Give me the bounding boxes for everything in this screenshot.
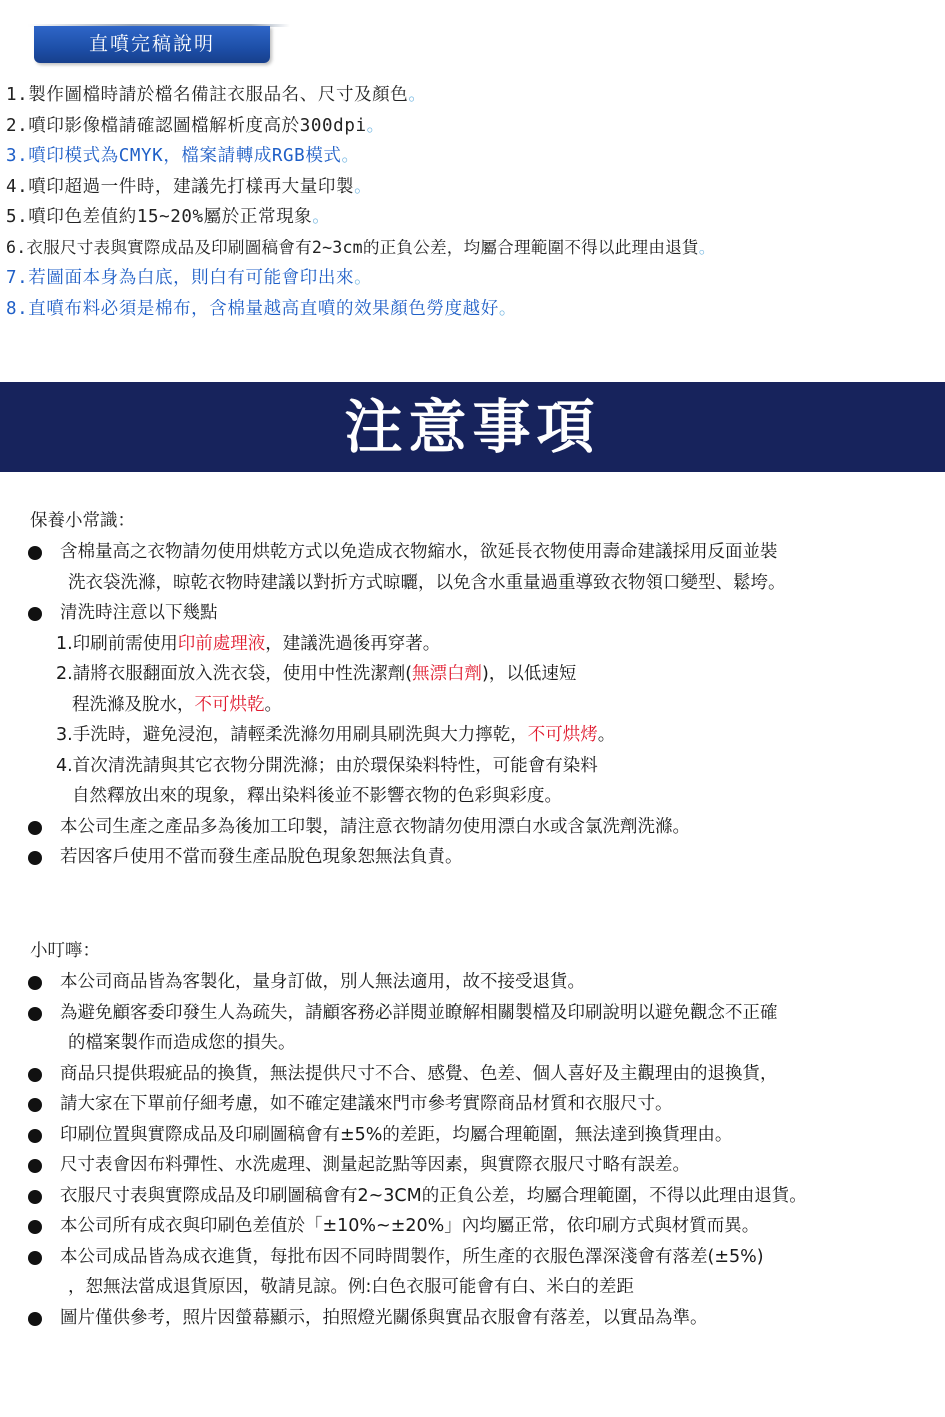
care-sub-text: 程洗滌及脫水， [72, 694, 195, 715]
bullet-icon [28, 851, 42, 865]
bullet-icon [28, 821, 42, 835]
note-item [6, 294, 716, 325]
reminder-text: 印刷位置與實際成品及印刷圖稿會有±5%的差距，均屬合理範圍，無法達到換貨理由。 [60, 1124, 733, 1145]
care-text: 清洗時注意以下幾點 [60, 603, 218, 623]
care-sub-item [28, 720, 918, 751]
note-end-mark: 。 [354, 176, 373, 197]
care-text: 本公司生產之產品多為後加工印製，請注意衣物請勿使用漂白水或含氯洗劑洗滌。 [60, 816, 690, 837]
care-sub-text: )，以低速短 [482, 664, 577, 684]
reminder-item [28, 967, 928, 998]
bullet-icon [28, 1159, 42, 1173]
note-text: 6.衣服尺寸表與實際成品及印刷圖稿會有2~3cm的正負公差，均屬合理範圍不得以此理由退貨 [6, 237, 699, 257]
reminder-text: 圖片僅供參考，照片因螢幕顯示，拍照燈光關係與實品衣服會有落差，以實品為準。 [60, 1307, 708, 1328]
note-item [6, 141, 716, 172]
reminder-item [28, 1089, 928, 1120]
reminder-item [28, 1211, 928, 1242]
note-text: 4.噴印超過一件時，建議先打樣再大量印製 [6, 176, 355, 197]
note-item [6, 111, 716, 142]
care-sub-highlight: 不可烘乾 [194, 694, 265, 715]
note-end-mark: 。 [498, 298, 517, 319]
reminder-item [28, 998, 928, 1059]
note-text: 1.製作圖檔時請於檔名備註衣服品名、尺寸及顏色 [6, 85, 409, 105]
note-end-mark: 。 [354, 268, 373, 288]
reminder-item [28, 1150, 928, 1181]
bullet-icon [28, 1190, 42, 1204]
reminder-text: 請大家在下單前仔細考慮，如不確定建議來門市參考實際商品材質和衣服尺寸。 [60, 1094, 673, 1114]
note-text: 2.噴印影像檔請確認圖檔解析度高於300dpi [6, 115, 367, 136]
notice-banner [0, 382, 945, 472]
note-item [6, 172, 716, 203]
care-sub-text: 4.首次清洗請與其它衣物分開洗滌；由於環保染料特性，可能會有染料 [56, 755, 598, 776]
banner-title: 注意事項 [344, 393, 601, 461]
note-end-mark: 。 [408, 85, 427, 105]
reminder-item [28, 1303, 928, 1334]
reminder-item [28, 1242, 928, 1303]
care-item [28, 812, 918, 843]
bullet-icon [28, 976, 42, 990]
care-item [28, 598, 918, 629]
care-sub-text: 。 [264, 694, 282, 715]
care-text: 若因客戶使用不當而發生產品脫色現象恕無法負責。 [60, 847, 463, 867]
care-sub-text: 2.請將衣服翻面放入洗衣袋，使用中性洗潔劑( [56, 664, 413, 684]
note-end-mark: 。 [312, 207, 331, 227]
reminder-text: 本公司商品皆為客製化，量身訂做，別人無法適用，故不接受退貨。 [60, 972, 585, 992]
bullet-icon [28, 1068, 42, 1082]
reminder-text: 本公司成品皆為成衣進貨，每批布因不同時間製作，所生產的衣服色澤深淺會有落差(±5%) [60, 1246, 764, 1267]
reminder-text-cont: ，恕無法當成退貨原因，敬請見諒。例:白色衣服可能會有白、米白的差距 [68, 1277, 634, 1297]
bullet-icon [28, 1129, 42, 1143]
note-item [6, 80, 716, 111]
care-sub-item [28, 629, 918, 660]
reminder-text: 本公司所有成衣與印刷色差值於「±10%~±20%」內均屬正常，依印刷方式與材質而異。 [60, 1216, 760, 1236]
care-sub-cont [56, 690, 918, 721]
note-text: 8.直噴布料必須是棉布，含棉量越高直噴的效果顏色勞度越好 [6, 298, 499, 319]
reminder-text-cont: 的檔案製作而造成您的損失。 [68, 1033, 296, 1053]
bullet-icon [28, 1251, 42, 1265]
care-sub-cont: 自然釋放出來的現象，釋出染料後並不影響衣物的色彩與彩度。 [72, 786, 562, 806]
reminder-item [28, 1059, 928, 1090]
bullet-icon [28, 1098, 42, 1112]
bullet-icon [28, 546, 42, 560]
note-item [6, 263, 716, 294]
care-sub-text: 3.手洗時，避免浸泡，請輕柔洗滌勿用刷具刷洗與大力擰乾， [56, 725, 528, 745]
note-item [6, 202, 716, 233]
note-end-mark: 。 [366, 115, 385, 136]
care-sub-item [28, 751, 918, 812]
care-sub-item [28, 659, 918, 720]
note-end-mark: 。 [341, 146, 360, 166]
note-item [6, 233, 716, 264]
care-text-cont: 洗衣袋洗滌，晾乾衣物時建議以對折方式晾曬，以免含水重量過重導致衣物領口變型、鬆垮。 [68, 572, 786, 593]
care-item [28, 842, 918, 873]
care-list [28, 537, 918, 873]
reminder-list [28, 967, 928, 1333]
reminder-item [28, 1181, 928, 1212]
reminder-text: 尺寸表會因布料彈性、水洗處理、測量起訖點等因素，與實際衣服尺寸略有誤差。 [60, 1155, 690, 1175]
reminder-item [28, 1120, 928, 1151]
care-sub-text: 。 [597, 725, 616, 745]
bullet-icon [28, 1312, 42, 1326]
care-item [28, 537, 918, 598]
tab-background [34, 26, 270, 63]
tab-title: 直噴完稿說明 [88, 33, 215, 55]
bullet-icon [28, 607, 42, 621]
note-text: 5.噴印色差值約15~20%屬於正常現象 [6, 207, 313, 227]
note-text: 7.若圖面本身為白底，則白有可能會印出來 [6, 268, 355, 288]
note-end-mark: 。 [698, 237, 716, 257]
care-text: 含棉量高之衣物請勿使用烘乾方式以免造成衣物縮水，欲延長衣物使用壽命建議採用反面並裝 [60, 542, 778, 562]
notes-list [6, 80, 716, 324]
care-sub-highlight: 印前處理液 [177, 633, 266, 654]
bullet-icon [28, 1007, 42, 1021]
bullet-icon [28, 1220, 42, 1234]
care-sub-highlight: 不可烘烤 [527, 725, 598, 745]
care-sub-highlight: 無漂白劑 [412, 664, 483, 684]
reminder-text: 衣服尺寸表與實際成品及印刷圖稿會有2~3CM的正負公差，均屬合理範圍，不得以此理由退貨。 [60, 1185, 807, 1206]
care-sub-text: 1.印刷前需使用 [56, 633, 178, 654]
care-sub-text: ，建議洗過後再穿著。 [265, 633, 441, 654]
care-heading: 保養小常識： [30, 511, 135, 531]
reminder-text: 商品只提供瑕疵品的換貨，無法提供尺寸不合、感覺、色差、個人喜好及主觀理由的退換貨， [60, 1063, 778, 1084]
reminder-heading: 小叮嚀： [30, 941, 100, 961]
reminder-text: 為避免顧客委印發生人為疏失，請顧客務必詳閱並瞭解相關製檔及印刷說明以避免觀念不正確 [60, 1002, 778, 1023]
note-text: 3.噴印模式為CMYK，檔案請轉成RGB模式 [6, 146, 342, 166]
